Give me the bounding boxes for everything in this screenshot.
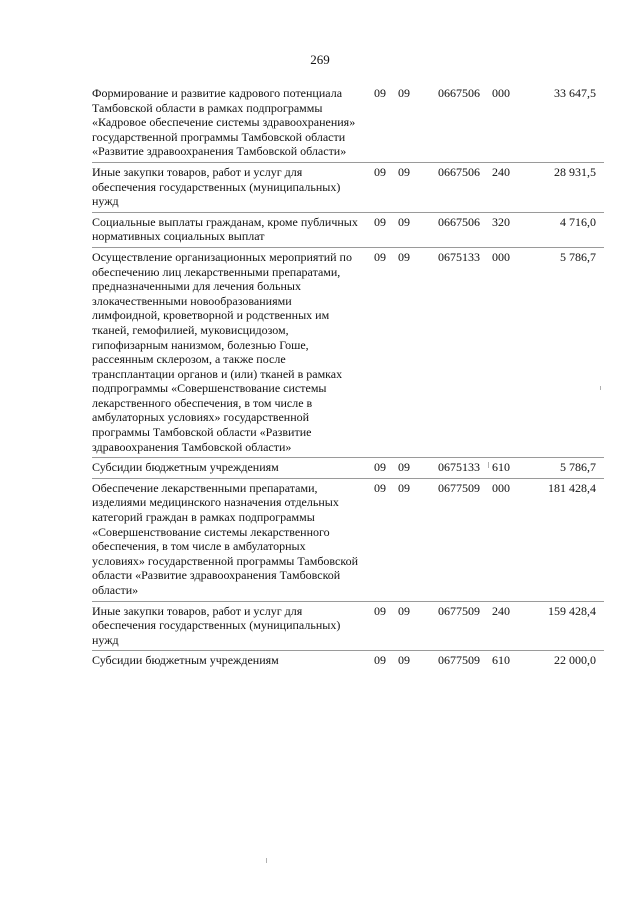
- row-amount: 5 786,7: [560, 249, 596, 264]
- row-expense-type: 320: [492, 214, 510, 229]
- row-expense-type: 240: [492, 164, 510, 179]
- row-description: Обеспечение лекарственными препаратами, изделиями медицинского назначения отдельных категорий граждан в рамках подпрограммы «Совершенствование системы лекарственного обеспечения, в том числе в амбулаторных условиях» государственной программы Тамбовской области «Развитие здравоохранения Тамбовской области»: [92, 480, 358, 597]
- scan-speck: [600, 386, 601, 390]
- row-expense-type: 000: [492, 86, 510, 100]
- row-expense-type: 000: [492, 249, 510, 264]
- row-razdel: 09: [374, 480, 386, 495]
- budget-table: [92, 84, 604, 671]
- row-amount: 28 931,5: [554, 164, 596, 179]
- row-target-article: 0677509: [438, 603, 480, 618]
- row-razdel: 09: [374, 460, 386, 475]
- table-row: [92, 651, 604, 671]
- table-row: [92, 213, 604, 248]
- row-amount: 33 647,5: [554, 86, 596, 100]
- row-description: Социальные выплаты гражданам, кроме публичных нормативных социальных выплат: [92, 214, 358, 244]
- row-expense-type: 000: [492, 480, 510, 495]
- row-expense-type: 240: [492, 603, 510, 618]
- row-podrazdel: 09: [398, 164, 410, 179]
- row-amount: 159 428,4: [548, 603, 596, 618]
- row-description: Субсидии бюджетным учреждениям: [92, 653, 279, 668]
- row-amount: 181 428,4: [548, 480, 596, 495]
- row-target-article: 0675133: [438, 460, 480, 475]
- row-amount: 5 786,7: [560, 460, 596, 475]
- row-podrazdel: 09: [398, 603, 410, 618]
- row-expense-type: 610: [492, 653, 510, 668]
- table-row: [92, 84, 604, 163]
- row-podrazdel: 09: [398, 480, 410, 495]
- row-description: Иные закупки товаров, работ и услуг для обеспечения государственных (муниципальных) нужд: [92, 164, 341, 209]
- scan-speck: [266, 858, 267, 863]
- row-podrazdel: 09: [398, 460, 410, 475]
- row-target-article: 0667506: [438, 86, 480, 100]
- row-amount: 4 716,0: [560, 214, 596, 229]
- row-target-article: 0677509: [438, 653, 480, 668]
- row-razdel: 09: [374, 164, 386, 179]
- row-razdel: 09: [374, 249, 386, 264]
- row-razdel: 09: [374, 653, 386, 668]
- table-row: [92, 163, 604, 213]
- row-target-article: 0667506: [438, 214, 480, 229]
- row-podrazdel: 09: [398, 86, 410, 100]
- row-description: Формирование и развитие кадрового потенциала Тамбовской области в рамках подпрограммы «Кадровое обеспечение системы здравоохранения» государственной программы Тамбовской области «Развитие здравоохранения Тамбовской области»: [92, 86, 356, 159]
- table-row: [92, 248, 604, 458]
- row-target-article: 0667506: [438, 164, 480, 179]
- table-row: [92, 479, 604, 602]
- row-razdel: 09: [374, 603, 386, 618]
- row-podrazdel: 09: [398, 214, 410, 229]
- row-expense-type: 610: [492, 460, 510, 475]
- table-row: [92, 458, 604, 479]
- row-podrazdel: 09: [398, 653, 410, 668]
- row-podrazdel: 09: [398, 249, 410, 264]
- row-description: Субсидии бюджетным учреждениям: [92, 460, 279, 475]
- row-razdel: 09: [374, 214, 386, 229]
- row-target-article: 0677509: [438, 480, 480, 495]
- scan-speck: [488, 462, 489, 468]
- row-target-article: 0675133: [438, 249, 480, 264]
- row-description: Иные закупки товаров, работ и услуг для обеспечения государственных (муниципальных) нужд: [92, 603, 341, 647]
- page-number: 269: [310, 52, 330, 67]
- table-row: [92, 602, 604, 652]
- row-razdel: 09: [374, 86, 386, 100]
- row-description: Осуществление организационных мероприятий по обеспечению лиц лекарственными препаратами, предназначенными для лечения больных злокачественными новообразованиями лимфоидной, кроветворной и родственных им тканей, гемофилией, муковисцидозом, гипофизарным нанизмом, болезнью Гоше, рассеянным склерозом, а также после трансплантации органов и (или) тканей в рамках подпрограммы «Совершенствование системы лекарственного обеспечения, в том числе в амбулаторных условиях» государственной программы Тамбовской области «Развитие здравоохранения Тамбовской области»: [92, 249, 352, 454]
- row-amount: 22 000,0: [554, 653, 596, 668]
